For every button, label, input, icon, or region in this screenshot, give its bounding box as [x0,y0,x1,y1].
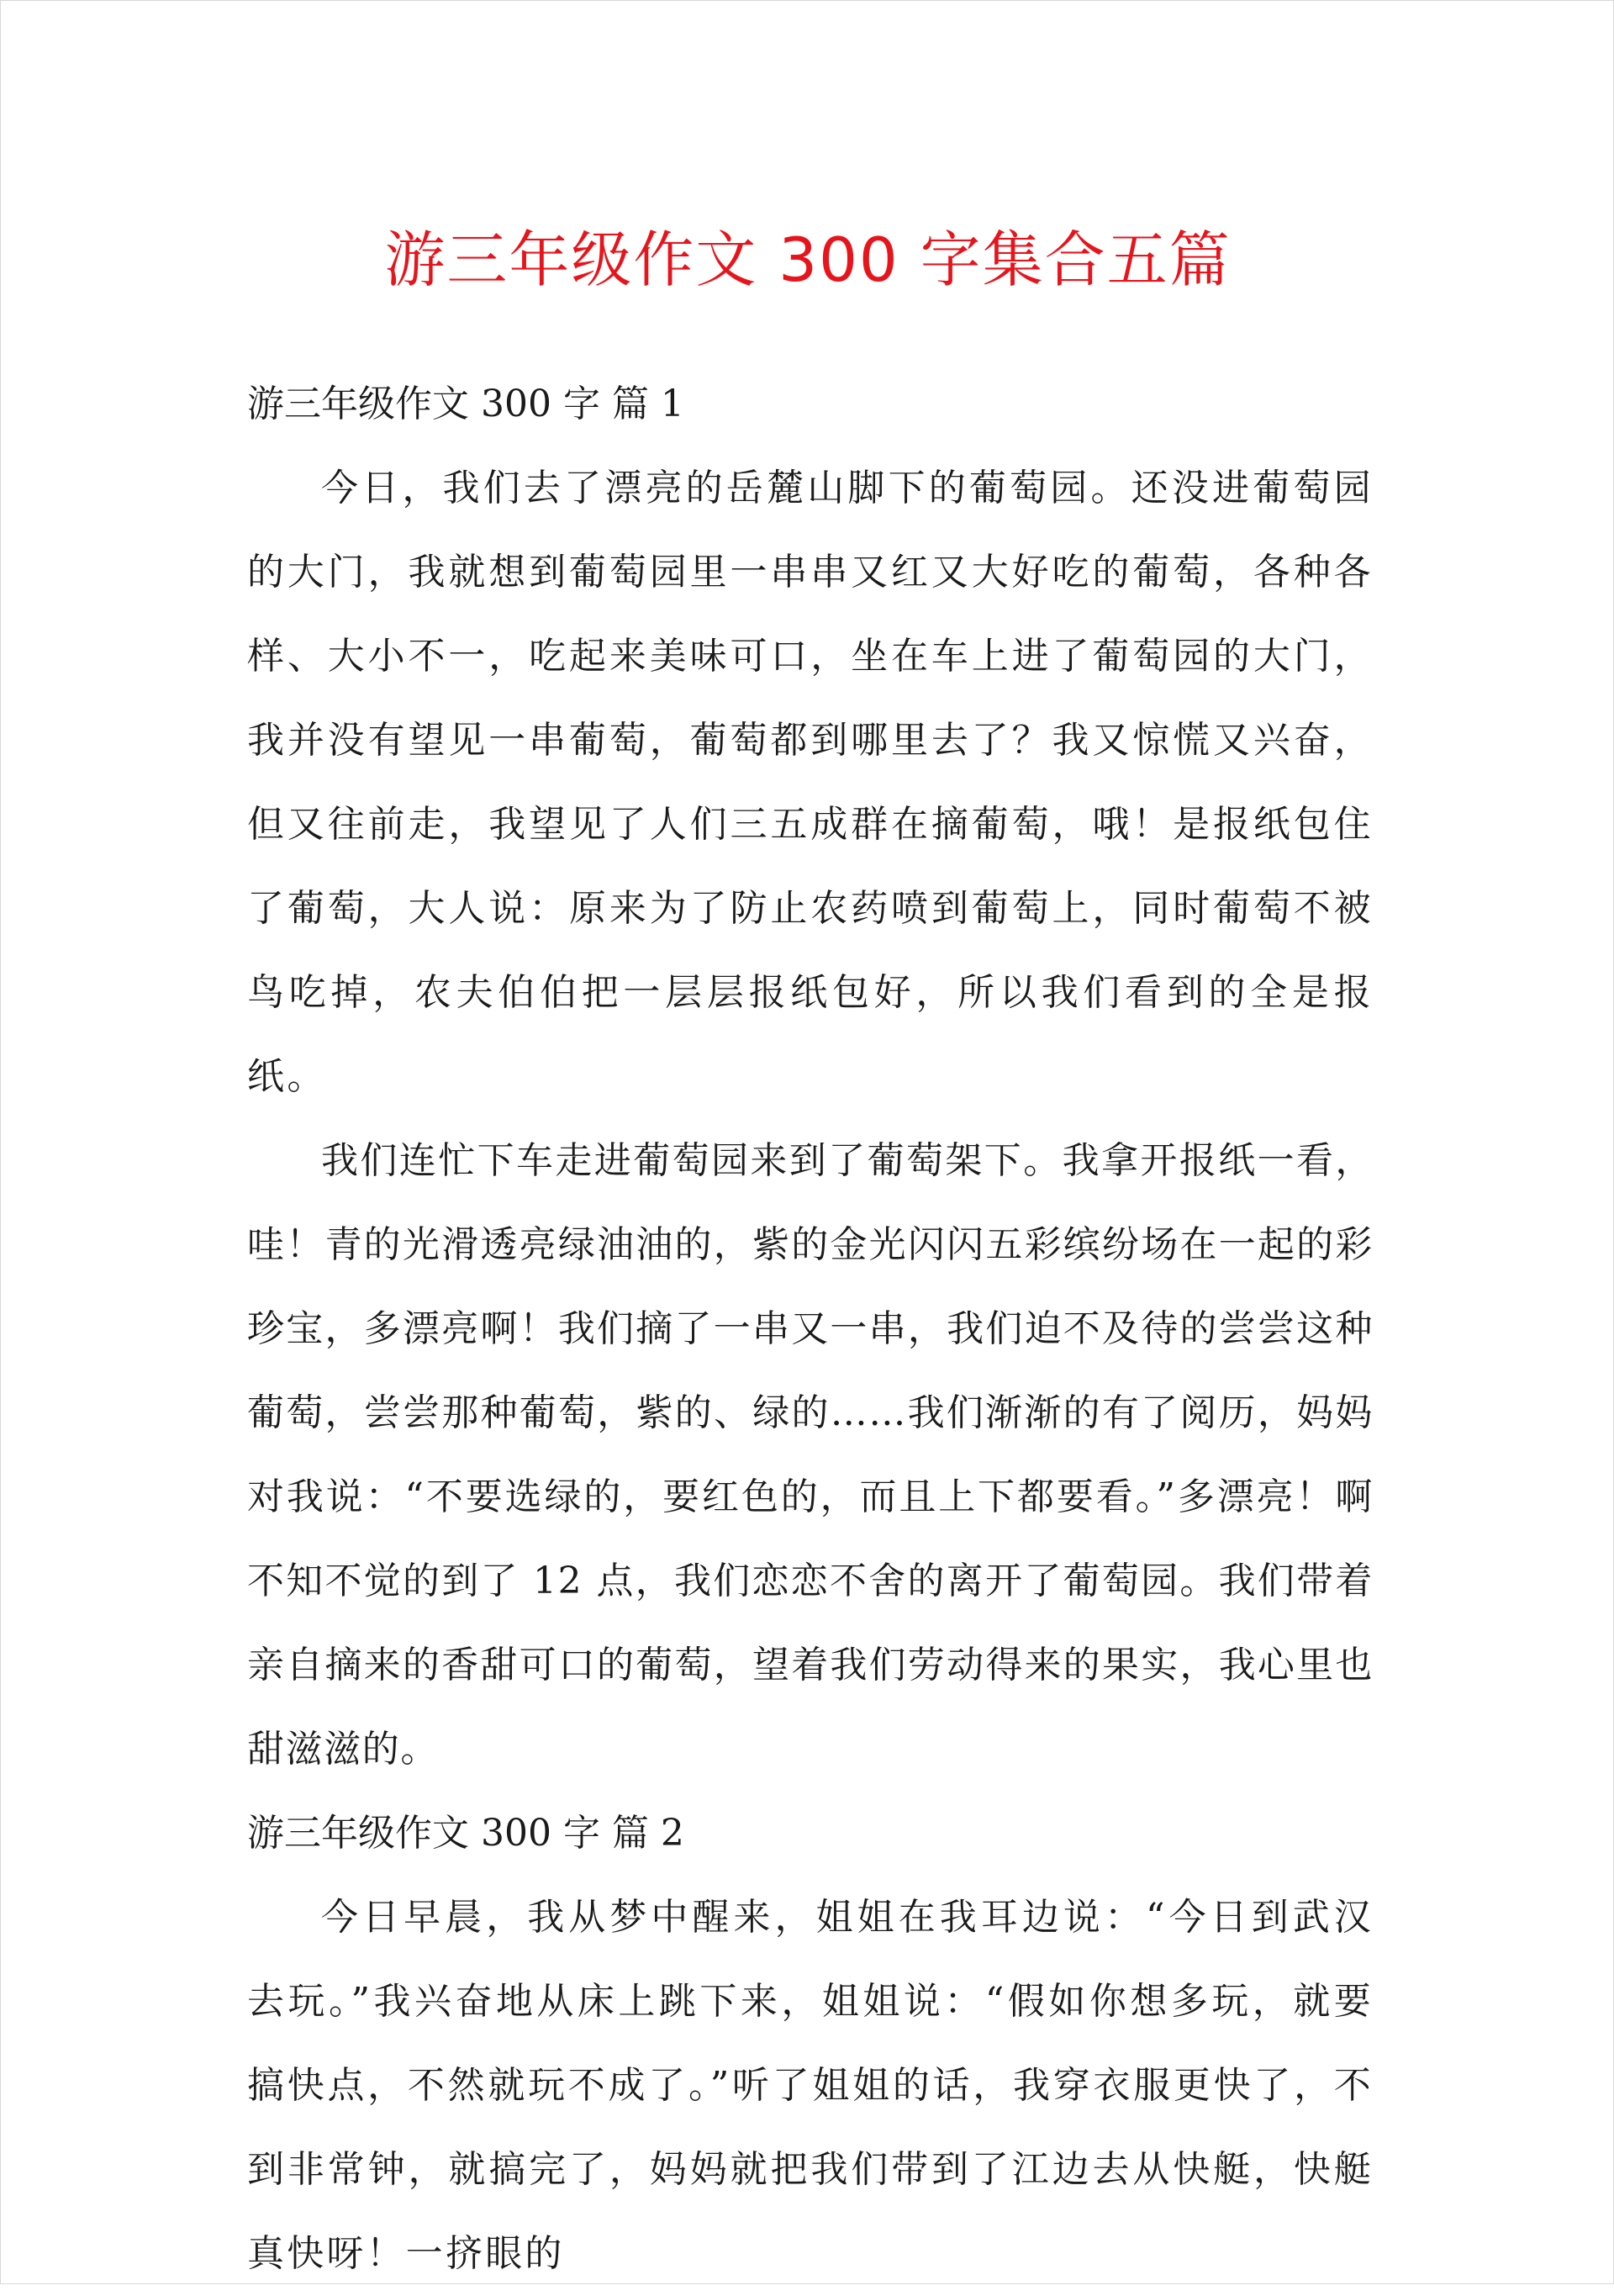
paragraph: 今日早晨，我从梦中醒来，姐姐在我耳边说：“今日到武汉去玩。”我兴奋地从床上跳下来，姐姐说：“假如你想多玩，就要搞快点，不然就玩不成了。”听了姐姐的话，我穿衣服更快了，不到非常钟，就搞完了，妈妈就把我们带到了江边去从快艇，快艇真快呀！一挤眼的 [247,1896,1374,2275]
section-heading: 游三年级作文 300 字 篇 1 [247,383,684,425]
paragraph: 我们连忙下车走进葡萄园来到了葡萄架下。我拿开报纸一看，哇！青的光滑透亮绿油油的，紫的金光闪闪五彩缤纷场在一起的彩珍宝，多漂亮啊！我们摘了一串又一串，我们迫不及待的尝尝这种葡萄，尝尝那种葡萄，紫的、绿的……我们渐渐的有了阅历，妈妈对我说：“不要选绿的，要红色的，而且上下都要看。”多漂亮！啊不知不觉的到了 12 点，我们恋恋不舍的离开了葡萄园。我们带着亲自摘来的香甜可口的葡萄，望着我们劳动得来的果实，我心里也甜滋滋的。 [247,1139,1374,1771]
essay-section-2 [247,1792,1374,2296]
document-body [247,362,1374,2296]
document-title: 游三年级作文 300 字集合五篇 [384,224,1232,295]
paragraph: 今日，我们去了漂亮的岳麓山脚下的葡萄园。还没进葡萄园的大门，我就想到葡萄园里一串串又红又大好吃的葡萄，各种各样、大小不一，吃起来美味可口，坐在车上进了葡萄园的大门，我并没有望见一串葡萄，葡萄都到哪里去了？我又惊慌又兴奋，但又往前走，我望见了人们三五成群在摘葡萄，哦！是报纸包住了葡萄，大人说：原来为了防止农药喷到葡萄上，同时葡萄不被鸟吃掉，农夫伯伯把一层层报纸包好，所以我们看到的全是报纸。 [247,467,1374,1098]
essay-section-1 [247,362,1374,1792]
section-heading: 游三年级作文 300 字 篇 2 [247,1812,684,1855]
